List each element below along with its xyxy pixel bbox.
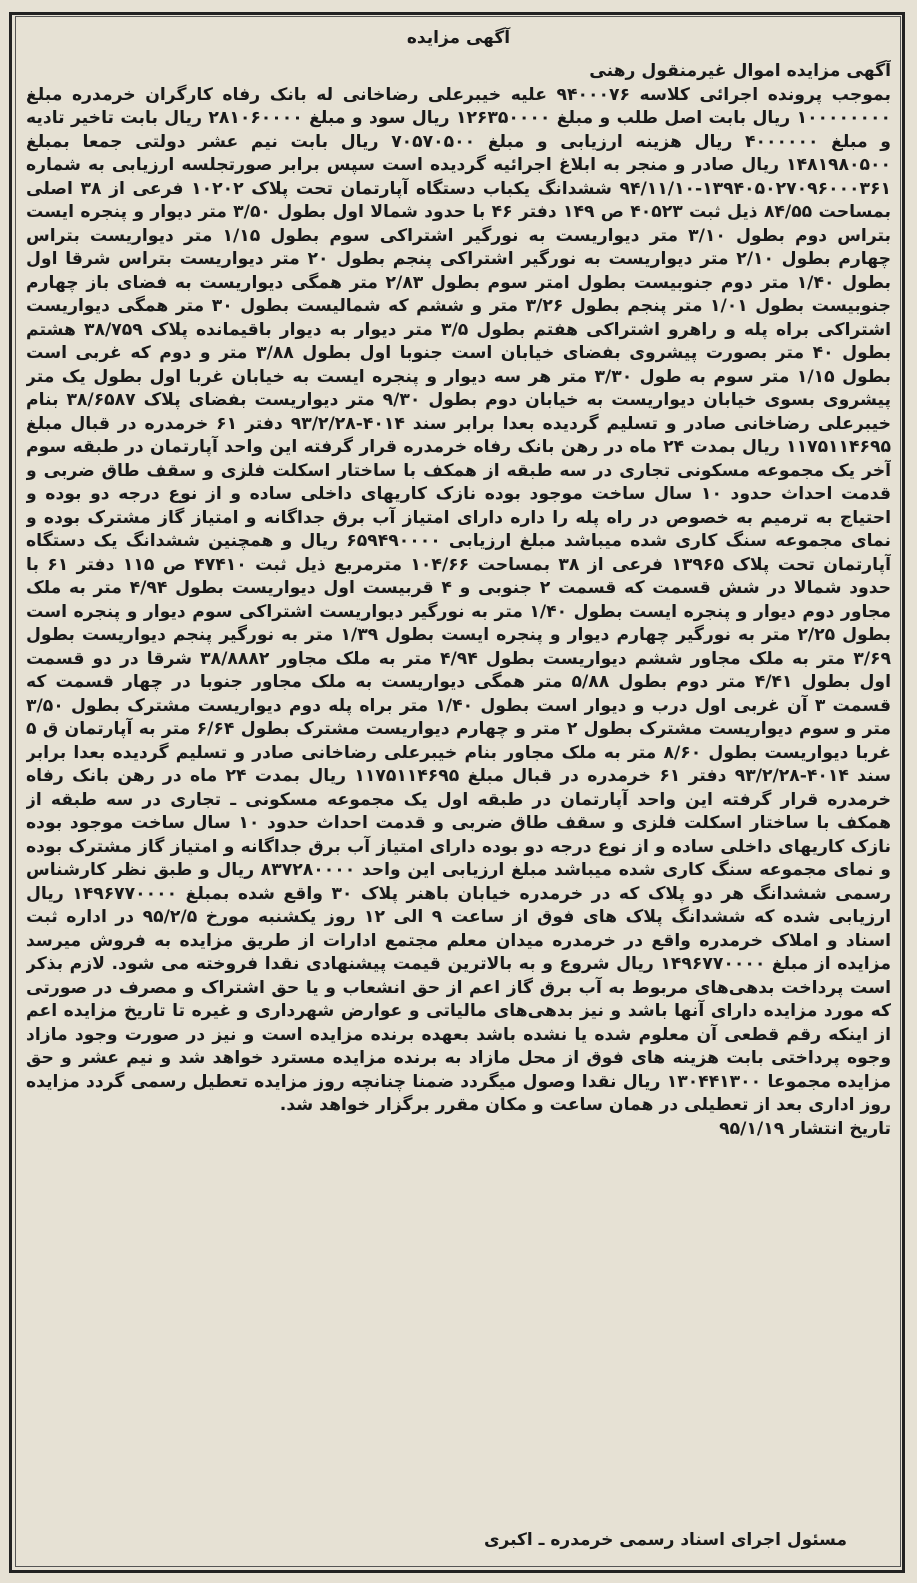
notice-body — [26, 60, 891, 1530]
notice-paragraph: بموجب پرونده اجرائی کلاسه ۹۴۰۰۰۷۶ علیه خیبرعلی رضاخانی له بانک رفاه کارگران خرمدره مبلغ ۱۰۰۰۰۰۰۰۰ ریال بابت اصل طلب و مبلغ ۱۲۶۳۵۰۰۰۰ ریال سود و مبلغ ۲۸۱۰۶۰۰۰۰ ریال بابت تاخیر تادیه و مبلغ ۴۰۰۰۰۰۰ ریال هزینه ارزیابی و مبلغ ۷۰۵۷۰۵۰۰ ریال بابت نیم عشر دولتی جمعا بمبلغ ۱۴۸۱۹۸۰۵۰۰ ریال صادر و منجر به ابلاغ اجرائیه گردیده است سپس برابر صورتجلسه ارزیابی به شماره ۱۳۹۴۰۵۰۲۷۰۹۶۰۰۰۳۶۱-۹۴/۱۱/۱۰ ششدانگ یکباب دستگاه آپارتمان تحت پلاک ۱۰۲۰۲ فرعی از ۳۸ اصلی بمساحت ۸۴/۵۵ ذیل ثبت ۴۰۵۲۳ ص ۱۴۹ دفتر ۴۶ با حدود شمالا اول بطول ۳/۵۰ متر دیوار و پنجره ایست بتراس دوم بطول ۳/۱۰ متر دیواریست به نورگیر اشتراکی سوم بطول ۱/۱۵ متر دیواریست بتراس چهارم بطول ۲/۱۰ متر دیواریست به نورگیر اشتراکی پنجم بطول ۲۰ متر دیواریست بتراس شرقا اول بطول ۱/۴۰ متر دوم جنوبیست بطول امتر سوم بطول ۲/۸۳ متر همگی دیواریست به فضای باز چهارم جنوبیست بطول ۱/۰۱ متر پنجم بطول ۳/۲۶ متر و ششم که شمالیست بطول ۳۰ متر همگی دیواریست اشتراکی براه پله و راهرو اشتراکی هفتم بطول ۳/۵ متر دیوار به دیوار باقیمانده پلاک ۳۸/۷۵۹ هشتم بطول ۴۰ متر بصورت پیشروی بفضای خیابان است جنوبا اول بطول ۳/۸۸ متر و دوم که غربی است بطول ۱/۱۵ متر سوم به طول ۳/۳۰ متر هر سه دیوار و پنجره ایست به خیابان غربا اول بطول یک متر پیشروی بسوی خیابان دیواریست به خیابان دوم بطول ۹/۳۰ متر دیواریست بفضای پلاک ۳۸/۶۵۸۷ بنام خیبرعلی رضاخانی صادر و تسلیم گردیده بعدا برابر سند ۴۰۱۴-۹۳/۲/۲۸ دفتر ۶۱ خرمدره در قبال مبلغ ۱۱۷۵۱۱۴۶۹۵ ریال بمدت ۲۴ ماه در رهن بانک رفاه خرمدره قرار گرفته این واحد آپارتمان در طبقه سوم آخر یک مجموعه مسکونی تجاری در سه طبقه از همکف با ساختار اسکلت فلزی و سقف طاق ضربی و قدمت احداث حدود ۱۰ سال ساخت موجود بوده نازک کاریهای داخلی ساده و از نوع درجه دو بوده و احتیاج به ترمیم به خصوص در راه پله را داره دارای امتیاز آب برق جداگانه و امتیاز گاز مشترک بوده و نمای مجموعه سنگ کاری شده میباشد مبلغ ارزیابی ۶۵۹۴۹۰۰۰۰ ریال و همچنین ششدانگ یک دستگاه آپارتمان تحت پلاک ۱۳۹۶۵ فرعی از ۳۸ بمساحت ۱۰۴/۶۶ مترمربع ذیل ثبت ۴۷۴۱۰ ص ۱۱۵ دفتر ۶۱ با حدود شمالا در شش قسمت که قسمت ۲ جنوبی و ۴ قربیست اول دیواریست بطول ۴/۹۴ متر به ملک مجاور دوم دیوار و پنجره ایست بطول ۱/۴۰ متر به نورگیر دیواریست اشتراکی سوم دیوار و پنجره است بطول ۲/۲۵ متر به نورگیر چهارم دیوار و پنجره ایست بطول ۱/۳۹ متر به نورگیر پنجم دیواریست بطول ۳/۶۹ متر به ملک مجاور ششم دیواریست بطول ۴/۹۴ متر به ملک مجاور ۳۸/۸۸۸۲ شرقا در دو قسمت اول بطول ۴/۴۱ متر دوم بطول ۵/۸۸ متر همگی دیواریست به ملک مجاور جنوبا در چهار قسمت که قسمت ۳ آن غربی اول درب و دیوار است بطول ۱/۴۰ متر براه پله دوم دیواریست مشترک بطول ۳/۵۰ متر و سوم دیواریست مشترک بطول ۲ متر و چهارم دیواریست مشترک بطول ۶/۶۴ متر به آپارتمان ق ۵ غربا دیواریست بطول ۸/۶۰ متر به ملک مجاور بنام خیبرعلی رضاخانی صادر و تسلیم گردیده بعدا برابر سند ۴۰۱۴-۹۳/۲/۲۸ دفتر ۶۱ خرمدره در قبال مبلغ ۱۱۷۵۱۱۴۶۹۵ ریال بمدت ۲۴ ماه در رهن بانک رفاه خرمدره قرار گرفته این واحد آپارتمان در طبقه اول یک مجموعه مسکونی ـ تجاری در سه طبقه از همکف با ساختار اسکلت فلزی و سقف طاق ضربی و قدمت احداث حدود ۱۰ سال ساخت موجود بوده نازک کاریهای داخلی ساده و از نوع درجه دو بوده دارای امتیاز آب برق جداگانه و امتیاز گاز مشترک بوده و نمای مجموعه سنگ کاری شده میباشد مبلغ ارزیابی این واحد ۸۳۷۲۸۰۰۰۰ ریال و طبق نظر کارشناس رسمی ششدانگ هر دو پلاک که در خرمدره خیابان باهنر پلاک ۳۰ واقع شده بمبلغ ۱۴۹۶۷۷۰۰۰۰ ریال ارزیابی شده که ششدانگ پلاک های فوق از ساعت ۹ الی ۱۲ روز یکشنبه مورخ ۹۵/۲/۵ در اداره ثبت اسناد و املاک خرمدره واقع در خرمدره میدان معلم مجتمع ادارات از طریق مزایده به فروش میرسد مزایده از مبلغ ۱۴۹۶۷۷۰۰۰۰ ریال شروع و به بالاترین قیمت پیشنهادی نقدا فروخته می شود. لازم بذکر است پرداخت بدهی‌های مربوط به آب برق گاز اعم از حق انشعاب و یا حق اشتراک و مصرف در صورتی که مورد مزایده دارای آنها باشد و نیز بدهی‌های مالیاتی و عوارض شهرداری و غیره تا تاریخ مزایده اعم از اینکه رقم قطعی آن معلوم شده یا نشده باشد بعهده برنده مزایده است و نیز در صورت وجود مازاد وجوه پرداختی بابت هزینه های فوق از محل مازاد به برنده مزایده مسترد خواهد شد و نیم عشر و حق مزایده مجموعا ۱۳۰۴۴۱۳۰۰ ریال نقدا وصول میگردد ضمنا چنانچه روز مزایده تعطیل رسمی گردد مزایده روز اداری بعد از تعطیلی در همان ساعت و مکان مقرر برگزار خواهد شد. — [26, 84, 891, 1115]
notice-subtitle: آگهی مزایده اموال غیرمنقول رهنی — [589, 61, 891, 81]
notice-title: آگهی مزایده — [406, 28, 511, 48]
publication-date: تاریخ انتشار ۹۵/۱/۱۹ — [719, 1118, 891, 1139]
signature-line: مسئول اجرای اسناد رسمی خرمدره ـ اکبری — [483, 1530, 847, 1550]
